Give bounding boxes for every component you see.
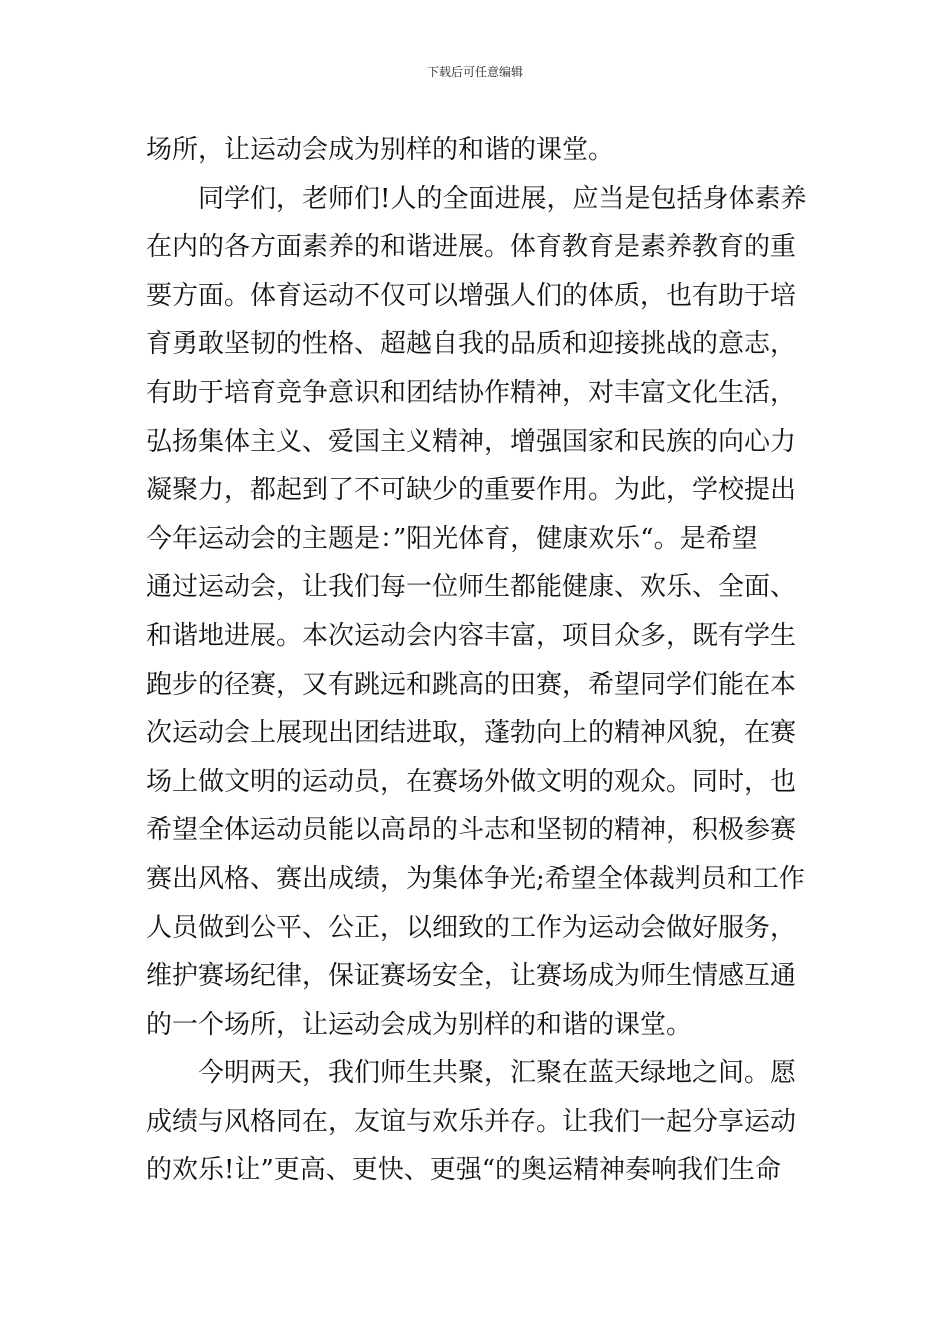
body-line: 有助于培育竞争意识和团结协作精神，对丰富文化生活， [146, 377, 797, 408]
body-line: 场所，让运动会成为别样的和谐的课堂。 [146, 135, 615, 165]
body-line: 今年运动会的主题是：”阳光体育，健康欢乐“。是希望 [146, 523, 758, 554]
body-line: 凝聚力，都起到了不可缺少的重要作用。为此，学校提出 [146, 475, 797, 506]
body-line: 的一个场所，让运动会成为别样的和谐的课堂。 [146, 1009, 693, 1040]
body-line: 场上做文明的运动员，在赛场外做文明的观众。同时，也 [146, 766, 797, 797]
body-line: 弘扬集体主义、爱国主义精神，增强国家和民族的向心力 [146, 426, 797, 457]
body-line-paragraph-start: 今明两天，我们师生共聚，汇聚在蓝天绿地之间。愿 [198, 1058, 797, 1089]
body-line: 跑步的径赛，又有跳远和跳高的田赛，希望同学们能在本 [146, 669, 797, 700]
body-line: 和谐地进展。本次运动会内容丰富，项目众多，既有学生 [146, 620, 797, 651]
document-body [146, 126, 816, 1195]
body-line: 次运动会上展现出团结进取，蓬勃向上的精神风貌，在赛 [146, 718, 797, 749]
body-line: 希望全体运动员能以高昂的斗志和坚韧的精神，积极参赛 [146, 815, 797, 846]
page-header-note: 下载后可任意编辑 [426, 65, 523, 79]
body-line: 的欢乐!让”更高、更快、更强“的奥运精神奏响我们生命 [146, 1155, 782, 1186]
body-line: 成绩与风格同在，友谊与欢乐并存。让我们一起分享运动 [146, 1106, 797, 1137]
body-line: 赛出风格、赛出成绩，为集体争光;希望全体裁判员和工作 [146, 863, 805, 894]
body-line-paragraph-start: 同学们，老师们!人的全面进展，应当是包括身体素养 [198, 183, 807, 214]
body-line: 育勇敢坚韧的性格、超越自我的品质和迎接挑战的意志， [146, 329, 797, 360]
body-line: 在内的各方面素养的和谐进展。体育教育是素养教育的重 [146, 232, 797, 263]
body-line: 维护赛场纪律，保证赛场安全，让赛场成为师生情感互通 [146, 961, 797, 992]
body-line: 要方面。体育运动不仅可以增强人们的体质，也有助于培 [146, 280, 797, 311]
body-line: 通过运动会，让我们每一位师生都能健康、欢乐、全面、 [146, 572, 797, 603]
body-line: 人员做到公平、公正，以细致的工作为运动会做好服务， [146, 912, 797, 943]
